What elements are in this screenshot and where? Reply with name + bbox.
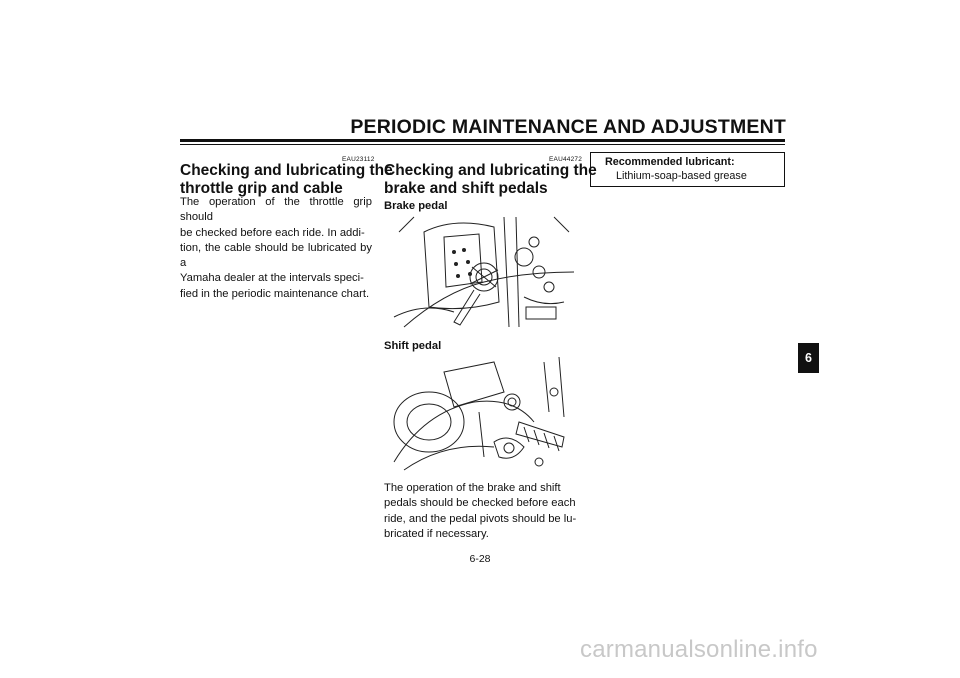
section-heading-line: Checking and lubricating the (180, 162, 393, 179)
brake-pedal-label: Brake pedal (384, 200, 448, 212)
shift-pedal-illustration (384, 352, 578, 472)
body-line: ride, and the pedal pivots should be lu- (384, 512, 577, 525)
watermark: carmanualsonline.info (580, 636, 818, 663)
section-code: EAU44272 (549, 156, 583, 163)
body-line: The operation of the brake and shift (384, 482, 561, 494)
brake-pedal-illustration (384, 212, 578, 330)
header-rule-thin (180, 144, 785, 145)
body-line: Yamaha dealer at the intervals speci- (180, 272, 364, 285)
body-line: The operation of the throttle grip should (180, 196, 372, 224)
body-line: fied in the periodic maintenance chart. (180, 287, 370, 300)
recommended-lubricant-box (590, 152, 785, 187)
section-code: EAU23112 (342, 156, 375, 163)
body-line: tion, the cable should be lubricated by a (180, 241, 372, 270)
section-body (180, 195, 372, 302)
body-line: bricated if necessary. (384, 527, 489, 540)
page-number: 6-28 (469, 553, 491, 565)
section-body (384, 481, 578, 542)
body-line: be checked before each ride. In addi- (180, 226, 365, 239)
chapter-tab: 6 (798, 343, 819, 373)
page-title: PERIODIC MAINTENANCE AND ADJUSTMENT (350, 116, 786, 138)
section-heading-line: throttle grip and cable (180, 180, 343, 197)
lubricant-label: Recommended lubricant: (605, 156, 735, 168)
section-heading-line: brake and shift pedals (384, 180, 548, 197)
section-heading-line: Checking and lubricating the (384, 162, 597, 179)
shift-pedal-label: Shift pedal (384, 340, 442, 352)
lubricant-value: Lithium-soap-based grease (616, 170, 747, 182)
body-line: pedals should be checked before each (384, 497, 576, 510)
header-rule-thick (180, 139, 785, 142)
